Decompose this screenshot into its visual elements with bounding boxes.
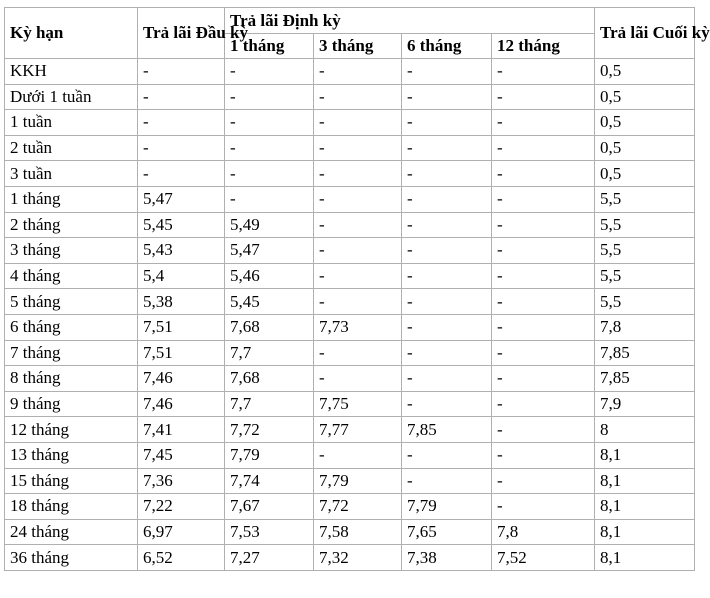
periodic-12-month-cell: - bbox=[492, 238, 595, 264]
periodic-12-month-cell: - bbox=[492, 84, 595, 110]
header-periodic-12-month: 12 tháng bbox=[492, 34, 595, 59]
term-cell: 3 tuần bbox=[5, 161, 138, 187]
upfront-cell: 7,41 bbox=[138, 417, 225, 443]
periodic-6-month-cell: - bbox=[402, 289, 492, 315]
periodic-3-month-cell: 7,75 bbox=[314, 391, 402, 417]
upfront-cell: 6,52 bbox=[138, 545, 225, 571]
end-cell: 8 bbox=[595, 417, 695, 443]
term-cell: 2 tuần bbox=[5, 135, 138, 161]
term-cell: 13 tháng bbox=[5, 442, 138, 468]
upfront-cell: 5,4 bbox=[138, 263, 225, 289]
term-cell: 18 tháng bbox=[5, 494, 138, 520]
periodic-3-month-cell: - bbox=[314, 186, 402, 212]
table-row bbox=[5, 468, 695, 494]
end-cell: 7,9 bbox=[595, 391, 695, 417]
term-cell: 15 tháng bbox=[5, 468, 138, 494]
table-row bbox=[5, 212, 695, 238]
upfront-cell: 5,47 bbox=[138, 186, 225, 212]
term-cell: 12 tháng bbox=[5, 417, 138, 443]
periodic-12-month-cell: - bbox=[492, 442, 595, 468]
periodic-3-month-cell: 7,58 bbox=[314, 519, 402, 545]
periodic-1-month-cell: - bbox=[225, 84, 314, 110]
term-cell: 1 tuần bbox=[5, 110, 138, 136]
end-cell: 8,1 bbox=[595, 468, 695, 494]
periodic-12-month-cell: - bbox=[492, 340, 595, 366]
periodic-1-month-cell: - bbox=[225, 161, 314, 187]
periodic-12-month-cell: - bbox=[492, 494, 595, 520]
periodic-6-month-cell: 7,79 bbox=[402, 494, 492, 520]
upfront-cell: 7,36 bbox=[138, 468, 225, 494]
periodic-6-month-cell: - bbox=[402, 391, 492, 417]
table-body bbox=[5, 59, 695, 571]
periodic-1-month-cell: 7,7 bbox=[225, 340, 314, 366]
periodic-6-month-cell: - bbox=[402, 238, 492, 264]
term-cell: 7 tháng bbox=[5, 340, 138, 366]
periodic-1-month-cell: - bbox=[225, 110, 314, 136]
header-periodic: Trả lãi Định kỳ bbox=[225, 8, 595, 34]
table-row bbox=[5, 366, 695, 392]
periodic-3-month-cell: - bbox=[314, 366, 402, 392]
periodic-6-month-cell: - bbox=[402, 340, 492, 366]
upfront-cell: 7,46 bbox=[138, 366, 225, 392]
periodic-1-month-cell: 7,27 bbox=[225, 545, 314, 571]
end-cell: 8,1 bbox=[595, 519, 695, 545]
periodic-12-month-cell: - bbox=[492, 135, 595, 161]
table-row bbox=[5, 161, 695, 187]
periodic-12-month-cell: - bbox=[492, 417, 595, 443]
periodic-6-month-cell: - bbox=[402, 161, 492, 187]
periodic-6-month-cell: 7,85 bbox=[402, 417, 492, 443]
periodic-1-month-cell: 7,68 bbox=[225, 366, 314, 392]
end-cell: 5,5 bbox=[595, 186, 695, 212]
end-cell: 0,5 bbox=[595, 135, 695, 161]
term-cell: 36 tháng bbox=[5, 545, 138, 571]
periodic-3-month-cell: - bbox=[314, 135, 402, 161]
periodic-1-month-cell: - bbox=[225, 135, 314, 161]
periodic-6-month-cell: - bbox=[402, 366, 492, 392]
table-row bbox=[5, 519, 695, 545]
upfront-cell: 6,97 bbox=[138, 519, 225, 545]
periodic-1-month-cell: 7,74 bbox=[225, 468, 314, 494]
table-row bbox=[5, 289, 695, 315]
upfront-cell: - bbox=[138, 110, 225, 136]
periodic-6-month-cell: - bbox=[402, 263, 492, 289]
periodic-3-month-cell: 7,79 bbox=[314, 468, 402, 494]
table-row bbox=[5, 391, 695, 417]
header-periodic-1-month: 1 tháng bbox=[225, 34, 314, 59]
periodic-3-month-cell: - bbox=[314, 212, 402, 238]
term-cell: 3 tháng bbox=[5, 238, 138, 264]
periodic-6-month-cell: - bbox=[402, 212, 492, 238]
header-upfront: Trả lãi Đầu kỳ bbox=[138, 8, 225, 59]
term-cell: 2 tháng bbox=[5, 212, 138, 238]
table-row bbox=[5, 417, 695, 443]
periodic-1-month-cell: 7,53 bbox=[225, 519, 314, 545]
periodic-1-month-cell: 7,79 bbox=[225, 442, 314, 468]
upfront-cell: 5,38 bbox=[138, 289, 225, 315]
periodic-1-month-cell: 5,46 bbox=[225, 263, 314, 289]
periodic-6-month-cell: - bbox=[402, 135, 492, 161]
periodic-3-month-cell: - bbox=[314, 110, 402, 136]
periodic-3-month-cell: - bbox=[314, 289, 402, 315]
periodic-1-month-cell: 7,67 bbox=[225, 494, 314, 520]
table-row bbox=[5, 135, 695, 161]
end-cell: 0,5 bbox=[595, 84, 695, 110]
table-row bbox=[5, 314, 695, 340]
upfront-cell: - bbox=[138, 135, 225, 161]
periodic-12-month-cell: - bbox=[492, 161, 595, 187]
periodic-6-month-cell: - bbox=[402, 110, 492, 136]
header-end: Trả lãi Cuối kỳ bbox=[595, 8, 695, 59]
term-cell: 5 tháng bbox=[5, 289, 138, 315]
periodic-12-month-cell: - bbox=[492, 391, 595, 417]
table-row bbox=[5, 263, 695, 289]
table-row bbox=[5, 340, 695, 366]
periodic-1-month-cell: - bbox=[225, 186, 314, 212]
table-row bbox=[5, 545, 695, 571]
periodic-12-month-cell: - bbox=[492, 186, 595, 212]
periodic-3-month-cell: - bbox=[314, 263, 402, 289]
table-row bbox=[5, 494, 695, 520]
periodic-6-month-cell: - bbox=[402, 314, 492, 340]
end-cell: 5,5 bbox=[595, 289, 695, 315]
upfront-cell: 7,22 bbox=[138, 494, 225, 520]
end-cell: 0,5 bbox=[595, 59, 695, 85]
periodic-12-month-cell: - bbox=[492, 468, 595, 494]
term-cell: 9 tháng bbox=[5, 391, 138, 417]
periodic-3-month-cell: - bbox=[314, 161, 402, 187]
term-cell: 1 tháng bbox=[5, 186, 138, 212]
periodic-1-month-cell: 5,47 bbox=[225, 238, 314, 264]
periodic-3-month-cell: - bbox=[314, 238, 402, 264]
periodic-1-month-cell: 5,45 bbox=[225, 289, 314, 315]
periodic-1-month-cell: 7,7 bbox=[225, 391, 314, 417]
periodic-1-month-cell: 7,68 bbox=[225, 314, 314, 340]
upfront-cell: 7,46 bbox=[138, 391, 225, 417]
interest-rate-table bbox=[4, 7, 710, 571]
periodic-3-month-cell: 7,73 bbox=[314, 314, 402, 340]
upfront-cell: 5,45 bbox=[138, 212, 225, 238]
periodic-12-month-cell: - bbox=[492, 314, 595, 340]
periodic-3-month-cell: - bbox=[314, 442, 402, 468]
header-periodic-6-month: 6 tháng bbox=[402, 34, 492, 59]
periodic-12-month-cell: - bbox=[492, 212, 595, 238]
end-cell: 7,85 bbox=[595, 366, 695, 392]
header-term: Kỳ hạn bbox=[5, 8, 138, 59]
header-row-top bbox=[5, 8, 695, 34]
upfront-cell: 7,45 bbox=[138, 442, 225, 468]
end-cell: 0,5 bbox=[595, 110, 695, 136]
end-cell: 7,8 bbox=[595, 314, 695, 340]
periodic-12-month-cell: - bbox=[492, 263, 595, 289]
end-cell: 8,1 bbox=[595, 494, 695, 520]
end-cell: 5,5 bbox=[595, 212, 695, 238]
periodic-6-month-cell: - bbox=[402, 442, 492, 468]
periodic-12-month-cell: 7,52 bbox=[492, 545, 595, 571]
periodic-12-month-cell: - bbox=[492, 110, 595, 136]
end-cell: 5,5 bbox=[595, 238, 695, 264]
periodic-1-month-cell: 5,49 bbox=[225, 212, 314, 238]
periodic-3-month-cell: - bbox=[314, 340, 402, 366]
table-row bbox=[5, 110, 695, 136]
periodic-3-month-cell: - bbox=[314, 59, 402, 85]
table-row bbox=[5, 442, 695, 468]
periodic-6-month-cell: - bbox=[402, 186, 492, 212]
end-cell: 5,5 bbox=[595, 263, 695, 289]
table-row bbox=[5, 238, 695, 264]
periodic-12-month-cell: - bbox=[492, 59, 595, 85]
end-cell: 8,1 bbox=[595, 545, 695, 571]
upfront-cell: 7,51 bbox=[138, 314, 225, 340]
table-row bbox=[5, 84, 695, 110]
term-cell: 6 tháng bbox=[5, 314, 138, 340]
term-cell: Dưới 1 tuần bbox=[5, 84, 138, 110]
upfront-cell: 5,43 bbox=[138, 238, 225, 264]
periodic-12-month-cell: - bbox=[492, 366, 595, 392]
table-row bbox=[5, 186, 695, 212]
periodic-6-month-cell: - bbox=[402, 84, 492, 110]
upfront-cell: 7,51 bbox=[138, 340, 225, 366]
term-cell: 24 tháng bbox=[5, 519, 138, 545]
upfront-cell: - bbox=[138, 59, 225, 85]
periodic-1-month-cell: - bbox=[225, 59, 314, 85]
periodic-12-month-cell: - bbox=[492, 289, 595, 315]
periodic-3-month-cell: 7,32 bbox=[314, 545, 402, 571]
periodic-1-month-cell: 7,72 bbox=[225, 417, 314, 443]
periodic-12-month-cell: 7,8 bbox=[492, 519, 595, 545]
upfront-cell: - bbox=[138, 161, 225, 187]
periodic-3-month-cell: 7,72 bbox=[314, 494, 402, 520]
term-cell: 8 tháng bbox=[5, 366, 138, 392]
term-cell: 4 tháng bbox=[5, 263, 138, 289]
end-cell: 0,5 bbox=[595, 161, 695, 187]
end-cell: 8,1 bbox=[595, 442, 695, 468]
upfront-cell: - bbox=[138, 84, 225, 110]
periodic-6-month-cell: 7,38 bbox=[402, 545, 492, 571]
periodic-6-month-cell: - bbox=[402, 468, 492, 494]
end-cell: 7,85 bbox=[595, 340, 695, 366]
periodic-6-month-cell: 7,65 bbox=[402, 519, 492, 545]
table-row bbox=[5, 59, 695, 85]
periodic-3-month-cell: - bbox=[314, 84, 402, 110]
periodic-3-month-cell: 7,77 bbox=[314, 417, 402, 443]
header-periodic-3-month: 3 tháng bbox=[314, 34, 402, 59]
term-cell: KKH bbox=[5, 59, 138, 85]
periodic-6-month-cell: - bbox=[402, 59, 492, 85]
